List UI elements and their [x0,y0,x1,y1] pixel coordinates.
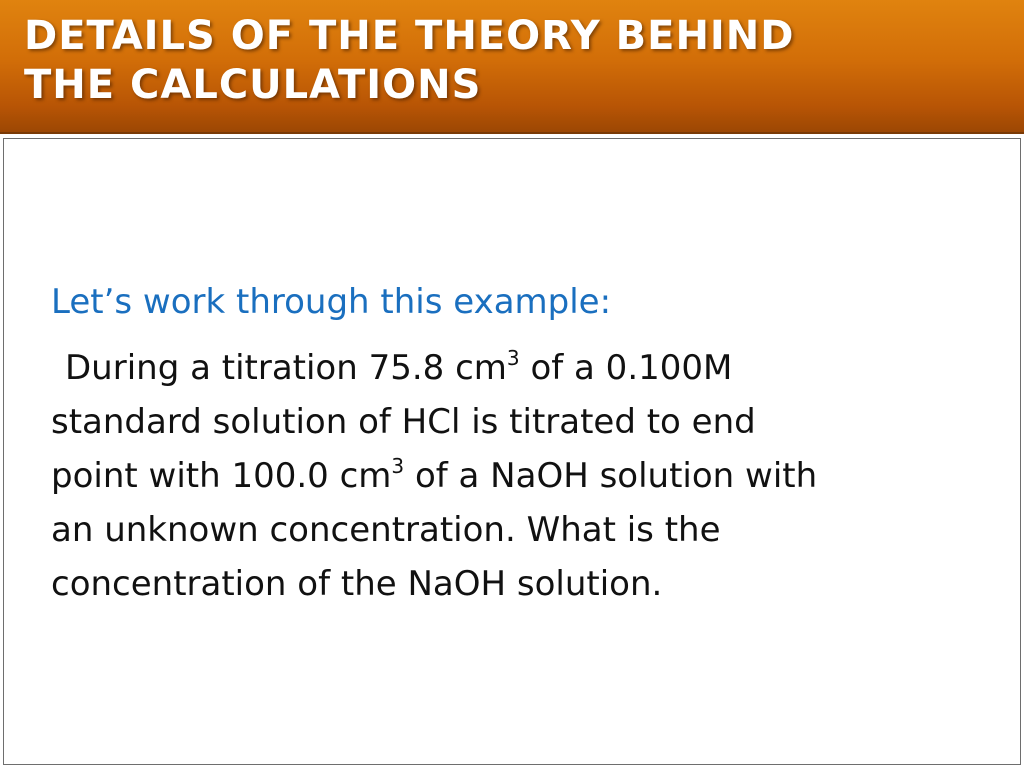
slide-title-line-2: THE CALCULATIONS [24,62,482,108]
intro-text: Let’s work through this example: [51,282,612,322]
problem-line-5: concentration of the NaOH solution. [51,564,663,604]
problem-line-2: standard solution of HCl is titrated to end [51,402,756,442]
problem-line-1-end: of a 0.100M [519,348,733,388]
unit-superscript: 3 [506,346,520,370]
problem-line-1-start: During a titration 75.8 cm [65,348,507,388]
problem-line-3 [51,449,1021,503]
title-bar [0,0,1024,134]
content-panel [3,138,1021,765]
slide-title [24,12,1004,110]
problem-line-1 [51,341,1021,395]
problem-line-3-end: of a NaOH solution with [404,456,818,496]
slide-title-line-1: DETAILS OF THE THEORY BEHIND [24,13,795,59]
problem-line-4: an unknown concentration. What is the [51,510,721,550]
unit-superscript: 3 [391,454,405,478]
problem-line-3-start: point with 100.0 cm [51,456,392,496]
problem-statement [51,341,1021,611]
